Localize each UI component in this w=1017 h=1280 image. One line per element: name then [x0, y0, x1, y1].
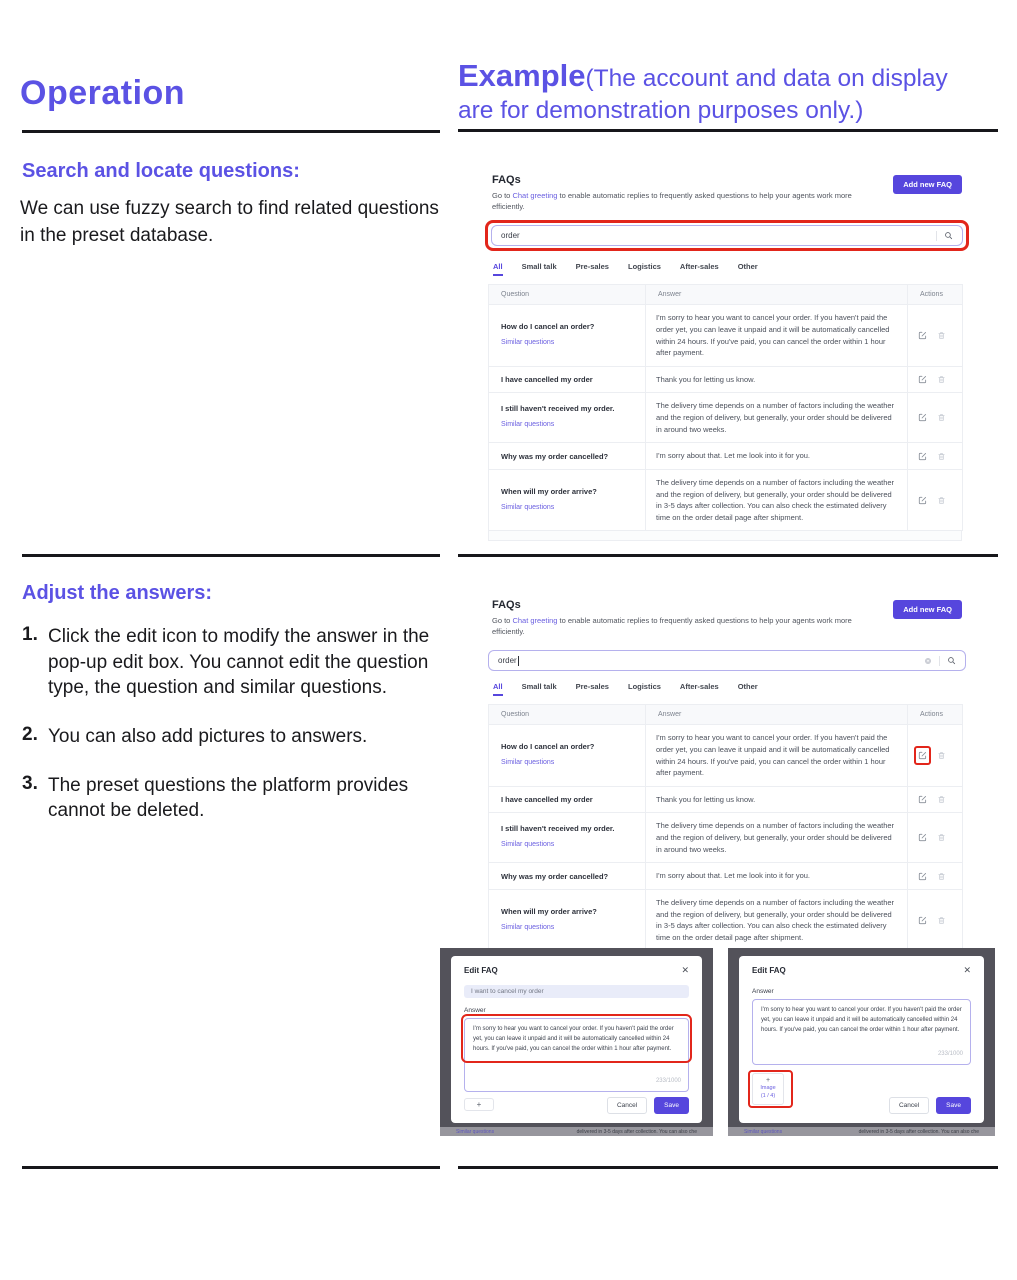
add-image-button[interactable]: + [464, 1098, 494, 1111]
column-header-actions: Actions [908, 285, 963, 305]
search-icon[interactable] [947, 656, 956, 665]
section-heading-search: Search and locate questions: [22, 160, 300, 182]
image-count: (1 / 4) [760, 1093, 776, 1100]
section-divider [458, 129, 998, 132]
section-divider [458, 554, 998, 557]
tab-all[interactable]: All [493, 682, 503, 696]
table-row [489, 863, 963, 890]
edit-icon[interactable] [918, 452, 927, 461]
delete-icon[interactable] [937, 916, 946, 925]
edit-faq-dialog [739, 956, 984, 1123]
table-row [489, 725, 963, 787]
tab-after-sales[interactable]: After-sales [679, 262, 719, 272]
edit-icon[interactable] [918, 375, 927, 384]
clear-icon[interactable] [924, 657, 932, 665]
section-heading-adjust: Adjust the answers: [22, 582, 213, 604]
save-button[interactable]: Save [936, 1097, 971, 1114]
table-row [489, 305, 963, 367]
step-number: 1. [22, 624, 38, 645]
partial-table-row [488, 531, 962, 541]
table-header-row [489, 285, 963, 305]
answer-text: The delivery time depends on a number of factors including the weather and the region of delivery, but generally, your order should be delivered in around two weeks. [646, 393, 908, 443]
highlight-box-edit [914, 746, 931, 765]
close-icon[interactable]: ✕ [963, 965, 971, 975]
tab-other[interactable]: Other [737, 262, 758, 272]
answer-textarea[interactable] [464, 1018, 689, 1092]
similar-questions-link[interactable]: Similar questions [501, 841, 555, 849]
edit-icon[interactable] [918, 496, 927, 505]
edit-icon[interactable] [918, 751, 927, 760]
faq-screenshot-2 [481, 593, 973, 948]
question-text: I have cancelled my order [501, 375, 593, 385]
question-text: When will my order arrive? [501, 486, 597, 496]
description-text: efficiently. [492, 202, 525, 212]
tab-logistics[interactable]: Logistics [627, 682, 661, 692]
close-icon[interactable]: ✕ [681, 965, 689, 975]
tab-logistics[interactable]: Logistics [627, 262, 661, 272]
category-tabs [493, 262, 973, 276]
description-text: Go to [492, 616, 513, 625]
edit-icon[interactable] [918, 413, 927, 422]
description-text: efficiently. [492, 627, 525, 637]
answer-text: The delivery time depends on a number of factors including the weather and the region of delivery, but generally, your order should be delivered in 3-5 days after collection. You can also check the estimated delivery time on the order detail page after shipment. [646, 889, 908, 948]
table-row [489, 786, 963, 813]
step-number: 3. [22, 772, 38, 794]
tab-pre-sales[interactable]: Pre-sales [575, 262, 609, 272]
tab-small-talk[interactable]: Small talk [521, 262, 557, 272]
edit-faq-modal-screenshot-2 [728, 948, 995, 1136]
search-value: order [498, 656, 517, 666]
edit-icon[interactable] [918, 872, 927, 881]
question-field[interactable]: I want to cancel my order [464, 985, 689, 998]
example-title-bold: Example [458, 58, 586, 93]
answer-value: I'm sorry to hear you want to cancel your order. If you haven't paid the order yet, you can leave it unpaid and it will be automatically cancelled within 24 hours. If you've paid, you can cancel the order within 1 hour after payment. [473, 1026, 674, 1052]
similar-questions-link[interactable]: Similar questions [501, 759, 555, 766]
tab-small-talk[interactable]: Small talk [521, 682, 557, 692]
faq-screenshot-1 [481, 168, 973, 534]
answer-text: Thank you for letting us know. [646, 786, 908, 813]
highlight-box-search [485, 220, 969, 251]
example-title [458, 56, 1010, 126]
cancel-button[interactable]: Cancel [607, 1097, 647, 1114]
section-body-search: We can use fuzzy search to find related questions in the preset database. [20, 198, 439, 246]
save-button[interactable]: Save [654, 1097, 689, 1114]
description-text: Go to [492, 191, 513, 200]
tab-pre-sales[interactable]: Pre-sales [575, 682, 609, 692]
dialog-title: Edit FAQ [464, 966, 498, 975]
faqs-description [492, 615, 884, 626]
faq-table [488, 704, 963, 948]
answer-label: Answer [752, 988, 774, 995]
input-divider [939, 656, 940, 666]
text-cursor [518, 656, 519, 666]
column-header-question: Question [489, 285, 646, 305]
similar-questions-link: Similar questions [456, 1128, 495, 1135]
table-row [489, 443, 963, 470]
plus-icon: + [765, 1077, 771, 1084]
steps-list [22, 624, 450, 847]
edit-icon[interactable] [918, 916, 927, 925]
question-text: Why was my order cancelled? [501, 871, 609, 881]
question-text: I still haven't received my order. [501, 404, 615, 414]
example-title-paren: (The account and data on display [585, 65, 948, 92]
chat-greeting-link[interactable]: Chat greeting [512, 616, 558, 625]
char-counter: 233/1000 [937, 1051, 963, 1058]
similar-questions-link: Similar questions [744, 1128, 783, 1135]
answer-label: Answer [464, 1007, 486, 1014]
image-label: Image [760, 1085, 776, 1091]
step-text: The preset questions the platform provides cannot be deleted. [48, 774, 409, 822]
delete-icon[interactable] [937, 452, 946, 461]
answer-value: I'm sorry to hear you want to cancel your order. If you haven't paid the order yet, you can leave it unpaid and it will be automatically cancelled within 24 hours. If you've paid, you can cancel the order within 1 hour after payment. [761, 1007, 962, 1033]
answer-text: I'm sorry to hear you want to cancel your order. If you haven't paid the order yet, you can leave it unpaid and it will be automatically cancelled within 24 hours. If you've paid, you can cancel the order within 1 hour after payment. [646, 305, 908, 367]
section-divider [22, 1166, 440, 1169]
step-text: You can also add pictures to answers. [48, 725, 368, 747]
question-text: When will my order arrive? [501, 906, 597, 916]
delete-icon[interactable] [937, 872, 946, 881]
section-divider [22, 554, 440, 557]
column-header-answer: Answer [646, 705, 908, 725]
dimmed-background-row [440, 1127, 713, 1136]
list-item [22, 724, 450, 750]
section-divider [22, 130, 440, 133]
table-row [489, 393, 963, 443]
dialog-title: Edit FAQ [752, 966, 786, 975]
answer-text: The delivery time depends on a number of factors including the weather and the region of delivery, but generally, your order should be delivered in 3-5 days after collection. You can also check the estimated delivery time on the order detail page after shipment. [646, 469, 908, 531]
delete-icon[interactable] [937, 795, 946, 804]
cancel-button[interactable]: Cancel [889, 1097, 929, 1114]
delete-icon[interactable] [937, 331, 946, 340]
similar-questions-link[interactable]: Similar questions [501, 421, 555, 429]
input-divider [936, 231, 937, 241]
table-row [489, 813, 963, 863]
dimmed-background-row [728, 1127, 995, 1136]
description-text: to enable automatic replies to frequently asked questions to help your agents work more [557, 616, 852, 625]
delete-icon[interactable] [937, 751, 946, 760]
column-header-actions: Actions [908, 705, 963, 725]
delete-icon[interactable] [937, 496, 946, 505]
answer-text: I'm sorry about that. Let me look into it for you. [646, 443, 908, 470]
step-number: 2. [22, 723, 38, 745]
table-row [489, 366, 963, 393]
add-new-faq-button[interactable]: Add new FAQ [893, 175, 962, 194]
similar-questions-link[interactable]: Similar questions [501, 503, 555, 511]
add-new-faq-button[interactable]: Add new FAQ [893, 600, 962, 619]
edit-faq-modal-screenshot-1 [440, 948, 713, 1136]
dimmed-answer-text: delivered in 3-5 days after collection. You can also che [858, 1128, 979, 1135]
question-text: I still haven't received my order. [501, 824, 615, 834]
search-icon[interactable] [944, 231, 953, 240]
example-title-line2: are for demonstration purposes only.) [458, 97, 864, 125]
similar-questions-link[interactable]: Similar questions [501, 339, 555, 346]
search-input[interactable] [488, 650, 966, 671]
tab-other[interactable]: Other [737, 682, 758, 692]
question-text: Why was my order cancelled? [501, 451, 609, 461]
answer-text: The delivery time depends on a number of factors including the weather and the region of delivery, but generally, your order should be delivered in around two weeks. [646, 813, 908, 863]
edit-faq-dialog [451, 956, 702, 1123]
chat-greeting-link[interactable]: Chat greeting [512, 191, 558, 200]
edit-icon[interactable] [918, 331, 927, 340]
table-header-row [489, 705, 963, 725]
page-title: Operation [20, 74, 186, 112]
image-upload-button[interactable] [752, 1073, 784, 1105]
faq-table [488, 284, 963, 531]
table-row [489, 469, 963, 531]
column-header-answer: Answer [646, 285, 908, 305]
category-tabs [493, 682, 973, 696]
similar-questions-link[interactable]: Similar questions [501, 923, 555, 931]
list-item [22, 773, 450, 824]
step-text: Click the edit icon to modify the answer in the pop-up edit box. You cannot edit the question type, the question and similar questions. [48, 626, 430, 699]
faqs-title: FAQs [492, 599, 521, 611]
description-text: to enable automatic replies to frequently asked questions to help your agents work more [557, 191, 852, 200]
faqs-description [492, 190, 884, 201]
answer-text: Thank you for letting us know. [646, 366, 908, 393]
question-text: I have cancelled my order [501, 795, 593, 805]
tab-after-sales[interactable]: After-sales [679, 682, 719, 692]
search-value: order [501, 231, 520, 241]
section-divider [458, 1166, 998, 1169]
column-header-question: Question [489, 705, 646, 725]
tab-all[interactable]: All [493, 262, 503, 276]
edit-icon[interactable] [918, 795, 927, 804]
delete-icon[interactable] [937, 413, 946, 422]
list-item [22, 624, 450, 701]
edit-icon[interactable] [918, 833, 927, 842]
answer-text: I'm sorry to hear you want to cancel your order. If you haven't paid the order yet, you can leave it unpaid and it will be automatically cancelled within 24 hours. If you've paid, you can cancel the order within 1 hour after payment. [646, 725, 908, 787]
answer-text: I'm sorry about that. Let me look into it for you. [646, 863, 908, 890]
table-row [489, 889, 963, 948]
faqs-title: FAQs [492, 174, 521, 186]
search-input[interactable] [491, 225, 963, 246]
question-text: How do I cancel an order? [501, 742, 595, 751]
answer-textarea[interactable] [752, 999, 971, 1065]
dimmed-answer-text: delivered in 3-5 days after collection. You can also che [576, 1128, 697, 1135]
question-text: How do I cancel an order? [501, 322, 595, 331]
delete-icon[interactable] [937, 833, 946, 842]
delete-icon[interactable] [937, 375, 946, 384]
char-counter: 233/1000 [655, 1078, 681, 1085]
